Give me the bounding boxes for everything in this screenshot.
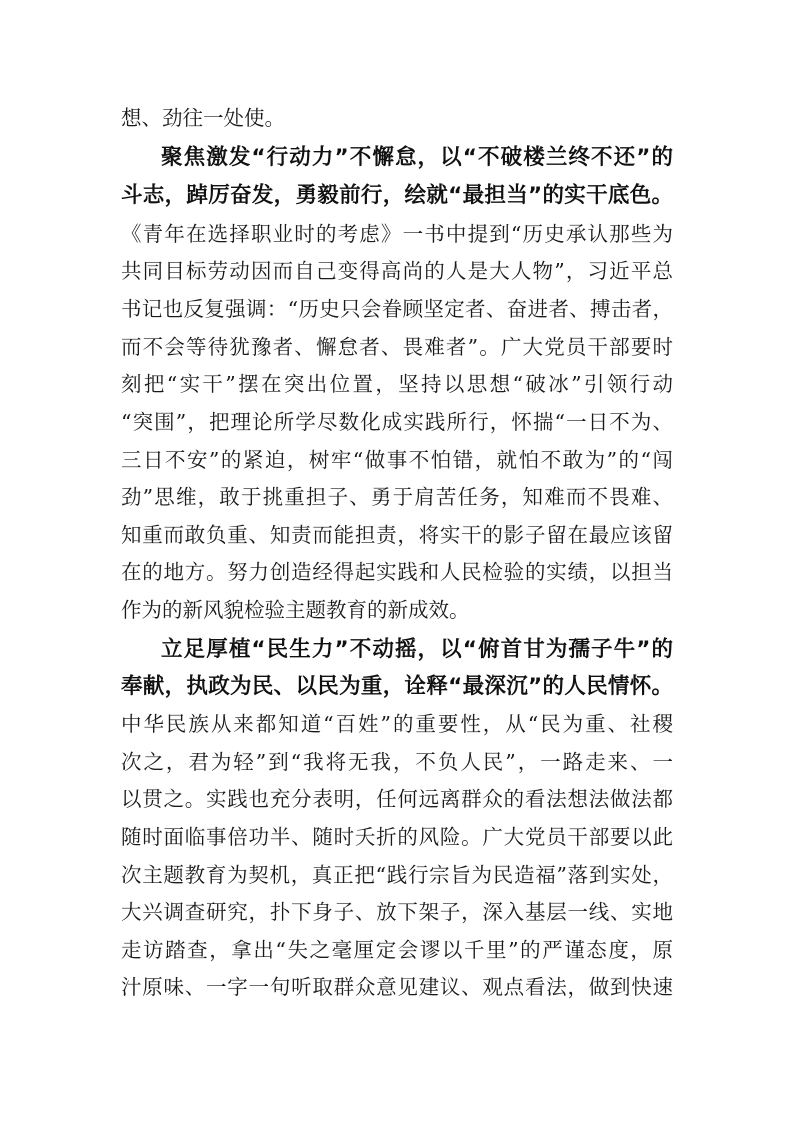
paragraph-line: 中华民族从来都知道“百姓”的重要性，从“民为重、社稷 (121, 712, 673, 736)
paragraph-line: 而不会等待犹豫者、懈怠者、畏难者”。广大党员干部要时 (121, 335, 673, 359)
paragraph-line: 随时面临事倍功半、随时夭折的风险。广大党员干部要以此 (121, 825, 673, 849)
paragraph-line: 大兴调查研究，扑下身子、放下架子，深入基层一线、实地 (121, 900, 673, 924)
paragraph-line: 书记也反复强调：“历史只会眷顾坚定者、奋进者、搏击者， (121, 297, 673, 321)
paragraph-line: 劲”思维，敢于挑重担子、勇于肩苦任务，知难而不畏难、 (121, 485, 673, 509)
bold-heading-line: 立足厚植“民生力”不动摇，以“俯首甘为孺子牛”的 (161, 637, 673, 662)
paragraph-line: 三日不安”的紧迫，树牢“做事不怕错，就怕不敢为”的“闯 (121, 448, 673, 472)
paragraph-line: 走访踏查，拿出“失之毫厘定会谬以千里”的严谨态度，原 (121, 938, 673, 962)
paragraph-line: 以贯之。实践也充分表明，任何远离群众的看法想法做法都 (121, 787, 673, 811)
paragraph-line: 共同目标劳动因而自己变得高尚的人是大人物”，习近平总 (121, 259, 673, 283)
paragraph-line: 次之，君为轻”到“我将无我，不负人民”，一路走来、一 (121, 750, 673, 774)
bold-heading-line: 聚焦激发“行动力”不懈怠，以“不破楼兰终不还”的 (161, 145, 673, 170)
paragraph-line: 作为的新风貌检验主题教育的新成效。 (121, 598, 470, 622)
paragraph-line: 刻把“实干”摆在突出位置，坚持以思想“破冰”引领行动 (121, 372, 673, 396)
paragraph-line: 汁原味、一字一句听取群众意见建议、观点看法，做到快速 (121, 975, 673, 999)
bold-heading-line: 斗志，踔厉奋发，勇毅前行，绘就“最担当”的实干底色。 (121, 183, 673, 208)
paragraph-line: 《青年在选择职业时的考虑》一书中提到“历史承认那些为 (121, 222, 673, 246)
paragraph-line: 次主题教育为契机，真正把“践行宗旨为民造福”落到实处， (121, 863, 673, 887)
bold-heading-line: 奉献，执政为民、以民为重，诠释“最深沉”的人民情怀。 (121, 674, 673, 699)
paragraph-line: 在的地方。努力创造经得起实践和人民检验的实绩，以担当 (121, 560, 673, 584)
paragraph-line: “突围”，把理论所学尽数化成实践所行，怀揣“一日不为、 (121, 410, 673, 434)
paragraph-line: 知重而敢负重、知责而能担责，将实干的影子留在最应该留 (121, 523, 673, 547)
paragraph-line: 想、劲往一处使。 (121, 106, 285, 130)
